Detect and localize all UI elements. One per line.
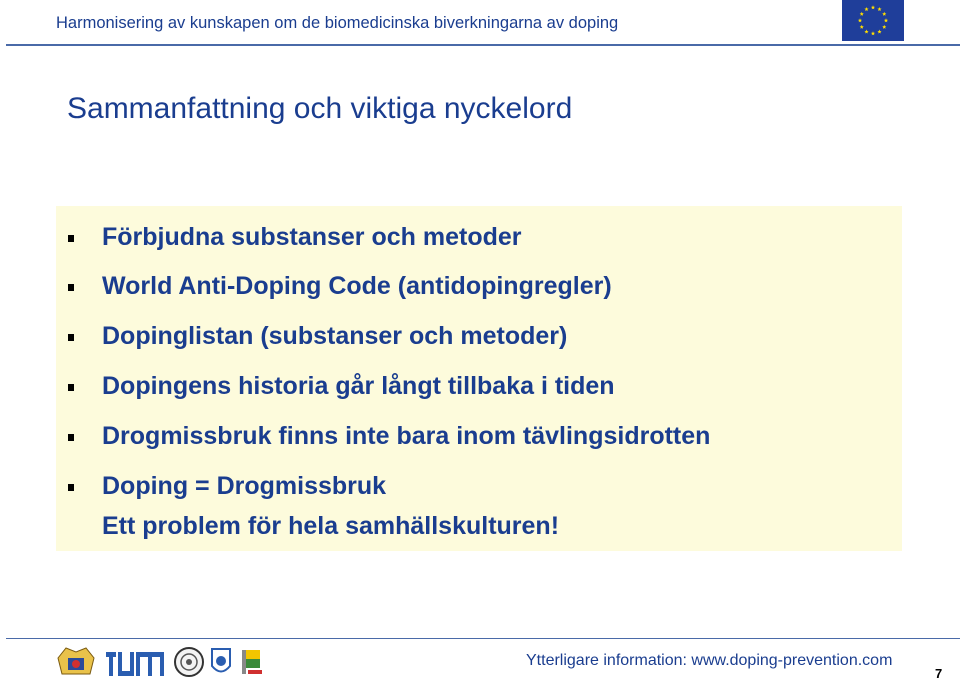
bullet-text: Doping = Drogmissbruk bbox=[102, 472, 387, 500]
bullet-square-icon bbox=[68, 235, 74, 242]
bullet-square-icon bbox=[68, 434, 74, 441]
header-title: Harmonisering av kunskapen om de biomedicinska biverkningarna av doping bbox=[56, 14, 619, 32]
bullet-text: Dopinglistan (substanser och metoder) bbox=[102, 322, 568, 350]
conclusion-line: Ett problem för hela samhällskulturen! bbox=[102, 512, 560, 540]
header-divider bbox=[6, 44, 960, 46]
bullet-square-icon bbox=[68, 484, 74, 491]
bullet-text: Drogmissbruk finns inte bara inom tävlingsidrotten bbox=[102, 422, 711, 450]
crest-logo-icon bbox=[58, 648, 94, 674]
footer-divider bbox=[6, 638, 960, 639]
page-number: 7 bbox=[935, 666, 943, 681]
bullet-square-icon bbox=[68, 284, 74, 291]
seal-logo-icon bbox=[175, 648, 203, 676]
content-box bbox=[56, 206, 902, 551]
tum-logo-icon bbox=[106, 652, 164, 676]
eu-flag-icon bbox=[842, 0, 904, 41]
footer-info: Ytterligare information: www.doping-prevention.com bbox=[526, 652, 893, 669]
bullet-text: Förbjudna substanser och metoder bbox=[102, 223, 522, 251]
shield-logo-icon bbox=[212, 649, 230, 672]
bullet-square-icon bbox=[68, 334, 74, 341]
bullet-text: World Anti-Doping Code (antidopingregler) bbox=[102, 272, 612, 300]
bullet-text: Dopingens historia går långt tillbaka i tiden bbox=[102, 372, 615, 400]
slide-title: Sammanfattning och viktiga nyckelord bbox=[67, 92, 573, 125]
bullet-square-icon bbox=[68, 384, 74, 391]
partner-logos bbox=[56, 644, 271, 678]
flag-logo-icon bbox=[242, 650, 262, 674]
